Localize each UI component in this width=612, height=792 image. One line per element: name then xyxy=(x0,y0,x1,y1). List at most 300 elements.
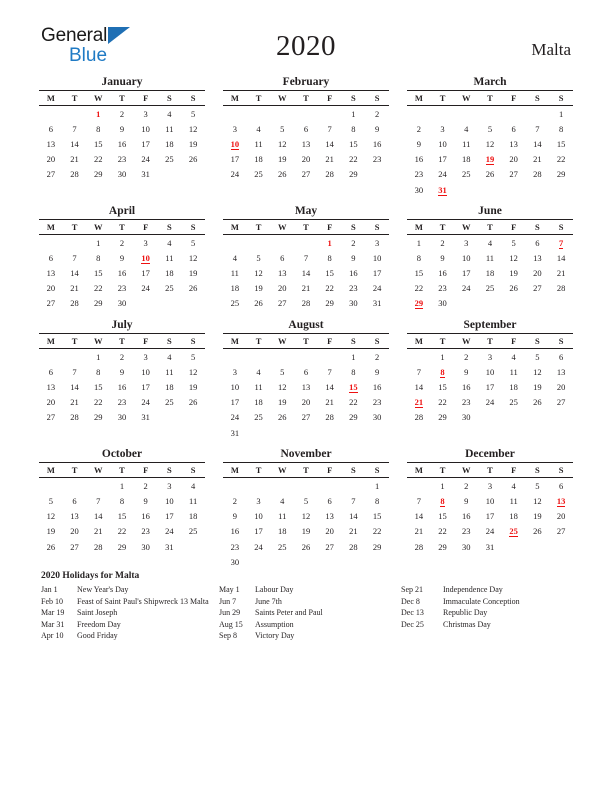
weekday-header-4: F xyxy=(502,334,526,349)
day-cell-march-7: 7 xyxy=(535,123,540,134)
calendar-month-september xyxy=(407,319,573,440)
weekday-header-3: T xyxy=(478,91,502,106)
day-cell-january-26: 26 xyxy=(188,154,198,165)
week-row xyxy=(223,281,389,296)
day-cell-april-13: 13 xyxy=(46,268,56,279)
day-cell-february-21: 21 xyxy=(325,154,334,165)
day-cell-july-29: 29 xyxy=(94,412,103,423)
day-cell-march-15: 15 xyxy=(556,138,566,149)
day-cell-holiday-january-1: 1 xyxy=(96,108,101,119)
day-cell-october-24: 24 xyxy=(165,526,174,537)
week-row xyxy=(39,349,205,365)
day-cell-may-25: 25 xyxy=(230,298,240,309)
day-cell-empty xyxy=(270,478,294,494)
week-row xyxy=(39,281,205,296)
weekday-header-4: F xyxy=(134,463,158,478)
day-cell-february-27: 27 xyxy=(301,169,311,180)
day-cell-empty xyxy=(39,106,63,122)
week-row xyxy=(223,349,389,365)
day-cell-september-5: 5 xyxy=(535,351,540,362)
day-cell-empty xyxy=(63,349,87,365)
day-cell-october-14: 14 xyxy=(94,511,103,522)
day-cell-empty xyxy=(318,106,342,122)
calendar-month-january xyxy=(39,76,205,197)
day-cell-august-13: 13 xyxy=(301,382,311,393)
day-cell-august-5: 5 xyxy=(280,366,285,377)
weekday-header-2: W xyxy=(270,91,294,106)
day-cell-march-14: 14 xyxy=(533,138,542,149)
day-cell-january-14: 14 xyxy=(70,138,79,149)
holidays-column-2 xyxy=(219,584,401,642)
day-cell-july-1: 1 xyxy=(96,351,101,362)
day-cell-january-7: 7 xyxy=(72,123,77,134)
day-cell-may-5: 5 xyxy=(256,252,261,263)
day-cell-empty xyxy=(549,410,573,425)
day-cell-empty xyxy=(39,478,63,494)
month-name-label: July xyxy=(111,319,133,332)
day-cell-holiday-february-10: 10 xyxy=(230,138,240,149)
week-row xyxy=(223,296,389,311)
day-cell-empty xyxy=(454,296,478,311)
week-row xyxy=(223,410,389,425)
day-cell-april-17: 17 xyxy=(141,268,150,279)
day-cell-december-17: 17 xyxy=(485,511,495,522)
holiday-date: Jun 29 xyxy=(219,608,241,618)
day-cell-holiday-december-13: 13 xyxy=(556,495,566,506)
day-cell-july-15: 15 xyxy=(94,382,103,393)
day-cell-october-18: 18 xyxy=(188,511,198,522)
month-day-grid xyxy=(39,90,205,182)
day-cell-may-21: 21 xyxy=(301,283,311,294)
weekday-header-0: M xyxy=(39,463,63,478)
day-cell-september-4: 4 xyxy=(511,351,516,362)
day-cell-empty xyxy=(134,296,158,311)
day-cell-february-24: 24 xyxy=(230,169,240,180)
holiday-name: Republic Day xyxy=(443,608,488,618)
day-cell-empty xyxy=(86,478,110,494)
weekday-header-1: T xyxy=(431,463,455,478)
holiday-name: Immaculate Conception xyxy=(443,596,520,606)
day-cell-february-6: 6 xyxy=(303,123,309,134)
week-row xyxy=(407,410,573,425)
day-cell-december-10: 10 xyxy=(485,495,495,506)
day-cell-april-9: 9 xyxy=(119,252,125,263)
weekday-header-5: S xyxy=(526,220,550,235)
weekday-header-5: S xyxy=(158,463,182,478)
weekday-header-1: T xyxy=(63,220,87,235)
day-cell-june-25: 25 xyxy=(485,283,495,294)
day-cell-september-24: 24 xyxy=(485,397,495,408)
day-cell-september-25: 25 xyxy=(509,397,518,408)
calendar-month-february xyxy=(223,76,389,197)
month-name-label: August xyxy=(288,319,324,332)
holiday-date: Sep 8 xyxy=(219,631,237,641)
day-cell-empty xyxy=(270,106,294,122)
weekday-header-5: S xyxy=(342,91,366,106)
day-cell-empty xyxy=(549,182,573,197)
day-cell-december-15: 15 xyxy=(438,511,447,522)
weekday-header-6: S xyxy=(549,463,573,478)
day-cell-june-16: 16 xyxy=(438,268,447,279)
day-cell-july-28: 28 xyxy=(70,412,79,423)
week-row xyxy=(223,395,389,410)
day-cell-april-5: 5 xyxy=(190,237,196,248)
day-cell-february-18: 18 xyxy=(254,154,263,165)
day-cell-april-23: 23 xyxy=(117,283,127,294)
weekday-header-3: T xyxy=(478,220,502,235)
day-cell-march-28: 28 xyxy=(533,169,542,180)
day-cell-february-2: 2 xyxy=(374,108,380,119)
weekday-header-5: S xyxy=(342,220,366,235)
day-cell-december-16: 16 xyxy=(462,511,471,522)
day-cell-may-26: 26 xyxy=(254,298,263,309)
day-cell-august-8: 8 xyxy=(351,366,356,377)
day-cell-holiday-december-25: 25 xyxy=(509,526,518,537)
day-cell-december-6: 6 xyxy=(558,480,564,491)
day-cell-july-7: 7 xyxy=(72,366,77,377)
day-cell-october-12: 12 xyxy=(46,511,56,522)
day-cell-august-26: 26 xyxy=(278,412,287,423)
holiday-list-item xyxy=(219,584,401,596)
day-cell-march-26: 26 xyxy=(485,169,495,180)
day-cell-july-11: 11 xyxy=(165,366,174,377)
day-cell-june-27: 27 xyxy=(533,283,542,294)
day-cell-july-20: 20 xyxy=(46,397,56,408)
week-row xyxy=(39,524,205,539)
day-cell-empty xyxy=(294,425,318,440)
day-cell-empty xyxy=(39,349,63,365)
day-cell-december-27: 27 xyxy=(556,526,566,537)
day-cell-june-1: 1 xyxy=(416,237,421,248)
month-name-label: December xyxy=(465,448,515,461)
day-cell-empty xyxy=(318,554,342,569)
day-cell-empty xyxy=(247,554,271,569)
day-cell-november-6: 6 xyxy=(327,495,332,506)
day-cell-empty xyxy=(342,554,366,569)
holiday-name: Labour Day xyxy=(255,585,294,594)
day-cell-september-12: 12 xyxy=(533,366,542,377)
day-cell-november-3: 3 xyxy=(256,495,261,506)
day-cell-october-20: 20 xyxy=(70,526,79,537)
day-cell-september-27: 27 xyxy=(556,397,566,408)
day-cell-july-25: 25 xyxy=(165,397,174,408)
day-cell-empty xyxy=(526,539,550,554)
day-cell-empty xyxy=(223,349,247,365)
day-cell-empty xyxy=(526,106,550,122)
day-cell-may-16: 16 xyxy=(349,268,358,279)
holidays-section xyxy=(41,571,575,642)
day-cell-july-9: 9 xyxy=(119,366,125,377)
day-cell-may-7: 7 xyxy=(303,252,309,263)
weekday-header-row xyxy=(407,220,573,235)
day-cell-empty xyxy=(294,235,318,251)
week-row xyxy=(223,364,389,379)
day-cell-october-6: 6 xyxy=(72,495,77,506)
month-day-grid xyxy=(39,333,205,425)
day-cell-january-9: 9 xyxy=(119,123,125,134)
month-day-grid xyxy=(407,219,573,311)
calendar-month-row xyxy=(39,448,573,577)
day-cell-october-9: 9 xyxy=(143,495,148,506)
day-cell-february-19: 19 xyxy=(278,154,287,165)
weekday-header-2: W xyxy=(270,220,294,235)
day-cell-april-11: 11 xyxy=(165,252,174,263)
weekday-header-1: T xyxy=(247,220,271,235)
week-row xyxy=(407,364,573,379)
day-cell-empty xyxy=(407,106,431,122)
weekday-header-row xyxy=(223,334,389,349)
calendar-month-row xyxy=(39,205,573,319)
weekday-header-6: S xyxy=(365,91,389,106)
month-day-grid xyxy=(407,462,573,554)
day-cell-empty xyxy=(294,478,318,494)
day-cell-august-21: 21 xyxy=(325,397,334,408)
day-cell-october-3: 3 xyxy=(167,480,172,491)
week-row xyxy=(407,281,573,296)
day-cell-april-20: 20 xyxy=(46,283,56,294)
day-cell-july-3: 3 xyxy=(143,351,148,362)
day-cell-empty xyxy=(526,182,550,197)
day-cell-empty xyxy=(158,296,182,311)
weekday-header-6: S xyxy=(365,334,389,349)
holidays-columns xyxy=(41,584,575,642)
week-row xyxy=(223,106,389,122)
day-cell-october-19: 19 xyxy=(46,526,56,537)
day-cell-november-19: 19 xyxy=(301,526,311,537)
day-cell-june-13: 13 xyxy=(533,252,542,263)
day-cell-august-22: 22 xyxy=(349,397,358,408)
weekday-header-4: F xyxy=(502,220,526,235)
day-cell-holiday-april-10: 10 xyxy=(141,252,150,263)
day-cell-empty xyxy=(502,539,526,554)
day-cell-september-19: 19 xyxy=(533,382,542,393)
month-name-label: April xyxy=(108,205,136,218)
holiday-name: Saint Joseph xyxy=(77,608,118,618)
day-cell-empty xyxy=(478,106,502,122)
holiday-date: Jan 1 xyxy=(41,585,58,594)
weekday-header-5: S xyxy=(158,220,182,235)
weekday-header-5: S xyxy=(342,463,366,478)
weekday-header-3: T xyxy=(110,91,134,106)
day-cell-november-27: 27 xyxy=(325,541,334,552)
weekday-header-row xyxy=(223,91,389,106)
week-row xyxy=(39,167,205,182)
week-row xyxy=(223,539,389,554)
day-cell-april-28: 28 xyxy=(70,298,79,309)
day-cell-september-29: 29 xyxy=(438,412,447,423)
weekday-header-2: W xyxy=(454,91,478,106)
month-name-label: November xyxy=(280,448,332,461)
weekday-header-0: M xyxy=(407,220,431,235)
week-row xyxy=(39,250,205,265)
weekday-header-2: W xyxy=(270,463,294,478)
day-cell-may-13: 13 xyxy=(278,268,287,279)
day-cell-january-16: 16 xyxy=(117,138,127,149)
weekday-header-row xyxy=(39,220,205,235)
week-row xyxy=(223,121,389,136)
day-cell-june-22: 22 xyxy=(414,283,424,294)
day-cell-empty xyxy=(294,349,318,365)
week-row xyxy=(223,235,389,251)
day-cell-january-4: 4 xyxy=(167,108,172,119)
day-cell-june-6: 6 xyxy=(535,237,540,248)
day-cell-august-24: 24 xyxy=(230,412,240,423)
day-cell-december-24: 24 xyxy=(485,526,495,537)
holiday-list-item xyxy=(219,619,401,631)
day-cell-november-29: 29 xyxy=(372,541,382,552)
logo-general-text: General xyxy=(41,25,108,46)
day-cell-november-15: 15 xyxy=(372,511,382,522)
calendar-months-grid xyxy=(39,76,573,577)
day-cell-february-7: 7 xyxy=(327,123,332,134)
holiday-list-item xyxy=(41,607,219,619)
day-cell-september-23: 23 xyxy=(462,397,471,408)
week-row xyxy=(407,379,573,394)
day-cell-june-18: 18 xyxy=(485,268,495,279)
day-cell-january-23: 23 xyxy=(117,154,127,165)
day-cell-june-19: 19 xyxy=(509,268,518,279)
day-cell-december-12: 12 xyxy=(533,495,542,506)
day-cell-october-11: 11 xyxy=(189,495,198,506)
day-cell-october-8: 8 xyxy=(119,495,125,506)
day-cell-august-6: 6 xyxy=(303,366,309,377)
day-cell-february-11: 11 xyxy=(254,138,263,149)
day-cell-january-5: 5 xyxy=(190,108,196,119)
day-cell-may-17: 17 xyxy=(372,268,382,279)
day-cell-december-31: 31 xyxy=(485,541,495,552)
day-cell-june-2: 2 xyxy=(440,237,445,248)
day-cell-june-28: 28 xyxy=(556,283,566,294)
day-cell-october-26: 26 xyxy=(46,541,56,552)
day-cell-december-14: 14 xyxy=(414,511,424,522)
day-cell-october-25: 25 xyxy=(188,526,198,537)
calendar-month-august xyxy=(223,319,389,440)
day-cell-empty xyxy=(247,425,271,440)
day-cell-holiday-march-19: 19 xyxy=(485,154,495,165)
day-cell-april-1: 1 xyxy=(96,237,101,248)
day-cell-january-29: 29 xyxy=(94,169,103,180)
day-cell-august-3: 3 xyxy=(232,366,237,377)
day-cell-april-27: 27 xyxy=(46,298,56,309)
day-cell-empty xyxy=(549,296,573,311)
day-cell-october-30: 30 xyxy=(141,541,150,552)
day-cell-december-28: 28 xyxy=(414,541,424,552)
day-cell-may-18: 18 xyxy=(230,283,240,294)
month-name-label: May xyxy=(294,205,318,218)
day-cell-january-30: 30 xyxy=(117,169,127,180)
day-cell-november-11: 11 xyxy=(278,511,287,522)
day-cell-august-16: 16 xyxy=(372,382,382,393)
day-cell-october-5: 5 xyxy=(48,495,53,506)
day-cell-november-14: 14 xyxy=(349,511,358,522)
holiday-list-item xyxy=(41,630,219,642)
day-cell-empty xyxy=(431,106,455,122)
day-cell-august-29: 29 xyxy=(349,412,358,423)
day-cell-november-13: 13 xyxy=(325,511,334,522)
week-row xyxy=(223,266,389,281)
day-cell-december-7: 7 xyxy=(416,495,421,506)
calendar-month-april xyxy=(39,205,205,311)
day-cell-empty xyxy=(223,235,247,251)
week-row xyxy=(407,121,573,136)
day-cell-october-23: 23 xyxy=(141,526,150,537)
day-cell-april-2: 2 xyxy=(119,237,125,248)
calendar-month-march xyxy=(407,76,573,197)
weekday-header-2: W xyxy=(454,220,478,235)
day-cell-empty xyxy=(223,478,247,494)
page-title-country: Malta xyxy=(531,40,571,59)
day-cell-march-5: 5 xyxy=(487,123,493,134)
weekday-header-2: W xyxy=(86,334,110,349)
day-cell-june-26: 26 xyxy=(509,283,518,294)
day-cell-july-16: 16 xyxy=(117,382,127,393)
day-cell-april-3: 3 xyxy=(143,237,148,248)
holiday-list-item xyxy=(219,630,401,642)
day-cell-may-23: 23 xyxy=(349,283,358,294)
weekday-header-6: S xyxy=(181,220,205,235)
weekday-header-6: S xyxy=(365,220,389,235)
weekday-header-1: T xyxy=(431,91,455,106)
day-cell-april-8: 8 xyxy=(96,252,101,263)
day-cell-empty xyxy=(270,349,294,365)
day-cell-october-27: 27 xyxy=(70,541,79,552)
day-cell-august-19: 19 xyxy=(278,397,287,408)
weekday-header-1: T xyxy=(63,463,87,478)
day-cell-july-10: 10 xyxy=(141,366,150,377)
holidays-section-title: 2020 Holidays for Malta xyxy=(41,571,140,581)
day-cell-september-7: 7 xyxy=(416,366,421,377)
weekday-header-0: M xyxy=(407,334,431,349)
week-row xyxy=(407,182,573,197)
day-cell-january-21: 21 xyxy=(70,154,79,165)
day-cell-august-2: 2 xyxy=(374,351,380,362)
day-cell-november-4: 4 xyxy=(280,495,285,506)
week-row xyxy=(407,152,573,167)
day-cell-holiday-may-1: 1 xyxy=(327,237,332,248)
week-row xyxy=(39,266,205,281)
day-cell-february-3: 3 xyxy=(232,123,237,134)
day-cell-january-28: 28 xyxy=(70,169,79,180)
weekday-header-4: F xyxy=(318,91,342,106)
weekday-header-5: S xyxy=(526,334,550,349)
week-row xyxy=(407,509,573,524)
day-cell-july-27: 27 xyxy=(46,412,56,423)
day-cell-march-23: 23 xyxy=(414,169,424,180)
day-cell-june-21: 21 xyxy=(556,268,566,279)
day-cell-june-20: 20 xyxy=(533,268,542,279)
day-cell-may-15: 15 xyxy=(325,268,334,279)
day-cell-january-22: 22 xyxy=(94,154,103,165)
day-cell-november-30: 30 xyxy=(230,556,240,567)
week-row xyxy=(407,296,573,311)
day-cell-empty xyxy=(454,106,478,122)
day-cell-december-22: 22 xyxy=(438,526,447,537)
day-cell-august-20: 20 xyxy=(301,397,311,408)
day-cell-may-31: 31 xyxy=(372,298,382,309)
holiday-name: Freedom Day xyxy=(77,619,121,629)
day-cell-march-17: 17 xyxy=(438,154,447,165)
day-cell-november-16: 16 xyxy=(230,526,240,537)
day-cell-september-15: 15 xyxy=(438,382,447,393)
day-cell-empty xyxy=(365,554,389,569)
weekday-header-row xyxy=(39,91,205,106)
weekday-header-6: S xyxy=(549,91,573,106)
day-cell-november-10: 10 xyxy=(254,511,263,522)
day-cell-empty xyxy=(223,106,247,122)
day-cell-february-20: 20 xyxy=(301,154,311,165)
week-row xyxy=(223,152,389,167)
week-row xyxy=(39,395,205,410)
